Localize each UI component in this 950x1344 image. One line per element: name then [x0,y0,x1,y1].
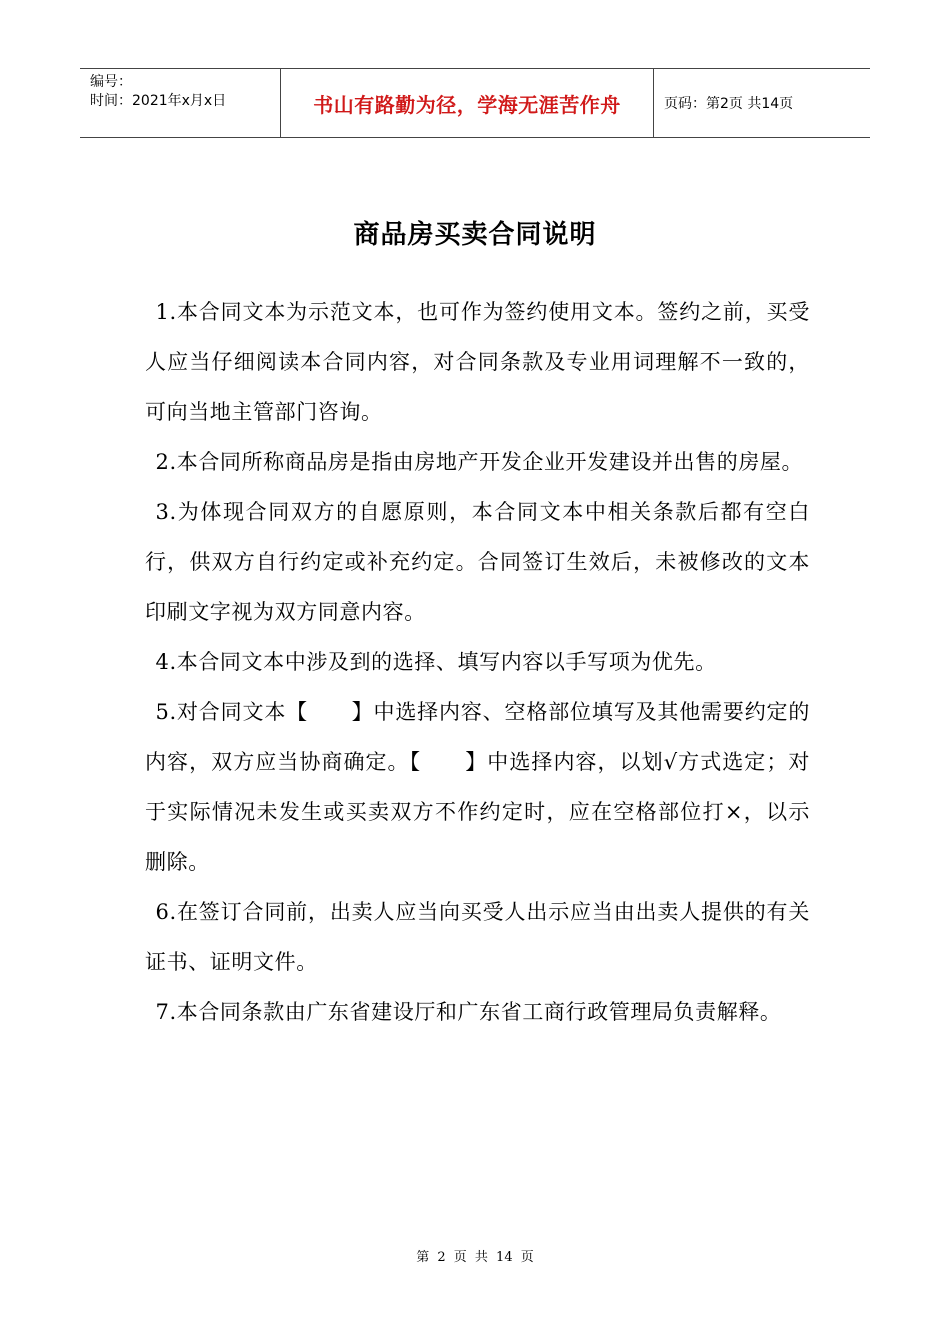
paragraph-4: 4.本合同文本中涉及到的选择、填写内容以手写项为优先。 [155,650,717,674]
document-title: 商品房买卖合同说明 [353,220,597,250]
document-body [145,287,810,1037]
document-date: 时间：2021年x月x日 [90,93,227,109]
document-number-label: 编号： [90,74,132,90]
paragraph-6: 6.在签订合同前，出卖人应当向买受人出示应当由出卖人提供的有关证书、证明文件。 [145,900,810,974]
header-motto: 书山有路勤为径，学海无涯苦作舟 [281,69,654,137]
header-page-info: 页码：第2页 共14页 [664,96,794,112]
paragraph-7: 7.本合同条款由广东省建设厅和广东省工商行政管理局负责解释。 [155,1000,782,1024]
paragraph-3: 3.为体现合同双方的自愿原则，本合同文本中相关条款后都有空白行，供双方自行约定或补充约定。合同签订生效后，未被修改的文本印刷文字视为双方同意内容。 [145,500,810,624]
page-header [80,68,870,138]
header-meta [80,69,281,137]
paragraph-2: 2.本合同所称商品房是指由房地产开发企业开发建设并出售的房屋。 [155,450,804,474]
paragraph-5: 5.对合同文本【 】中选择内容、空格部位填写及其他需要约定的内容，双方应当协商确定。【 】中选择内容，以划√方式选定；对于实际情况未发生或买卖双方不作约定时，应在空格部位打×，以示删除。 [145,700,810,874]
paragraph-1: 1.本合同文本为示范文本，也可作为签约使用文本。签约之前，买受人应当仔细阅读本合同内容，对合同条款及专业用词理解不一致的，可向当地主管部门咨询。 [145,300,810,424]
page-footer: 第 2 页 共 14 页 [416,1250,534,1265]
